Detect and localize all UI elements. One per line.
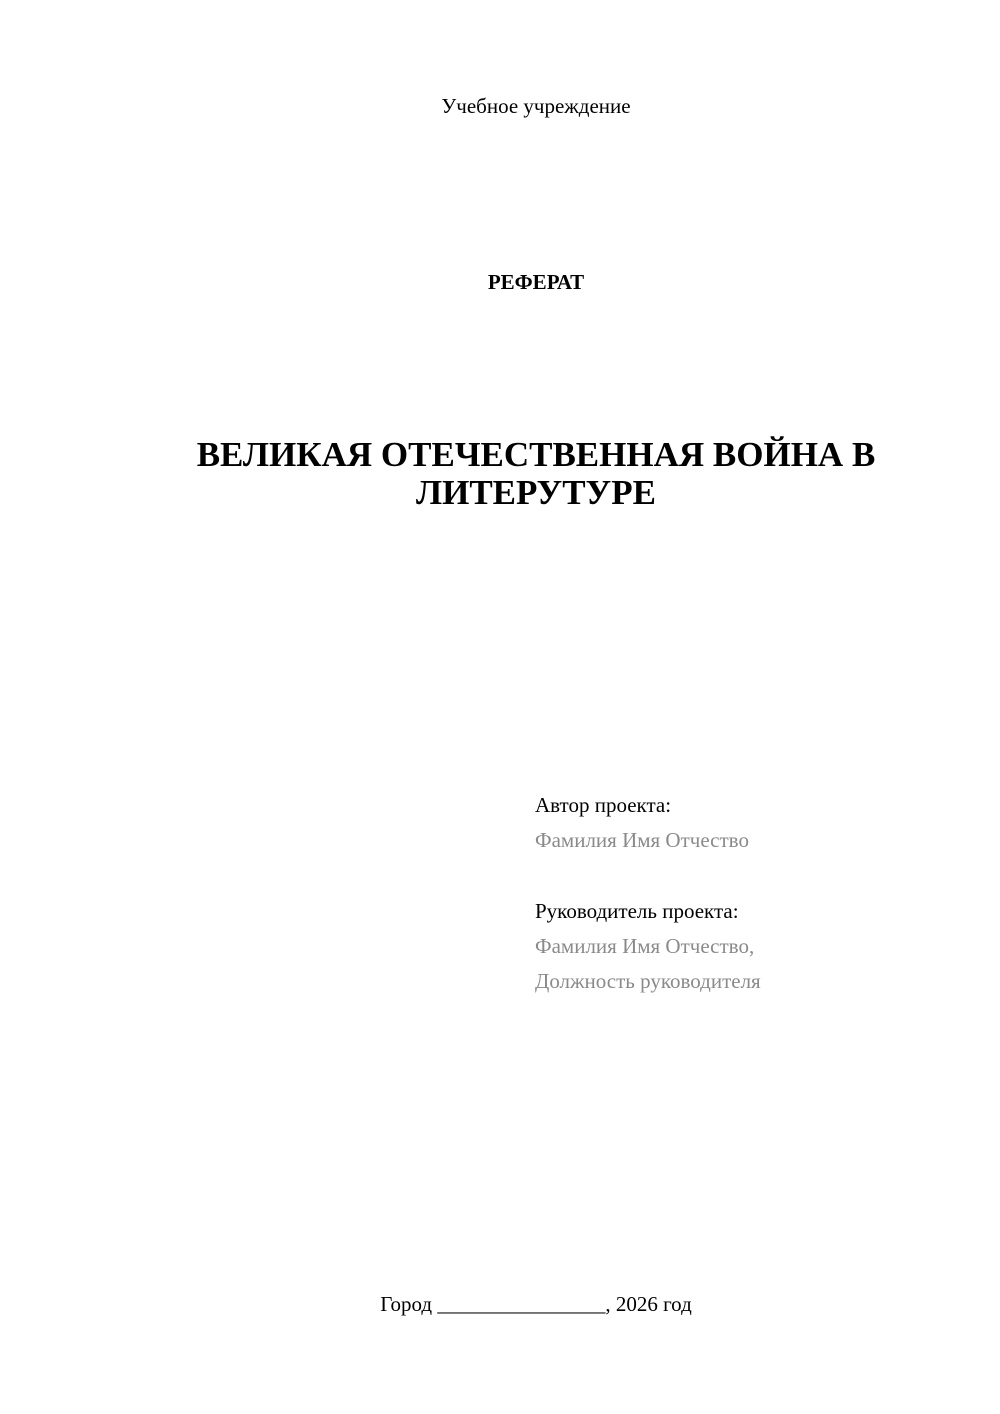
- author-label: Автор проекта:: [535, 793, 672, 817]
- document-title: [150, 436, 922, 512]
- city-year-footer: Город ________________, 2026 год: [380, 1292, 692, 1316]
- document-title-line: ВЕЛИКАЯ ОТЕЧЕСТВЕННАЯ ВОЙНА В: [196, 435, 876, 474]
- supervisor-label: Руководитель проекта:: [535, 899, 739, 923]
- supervisor-name: Фамилия Имя Отчество,: [535, 934, 755, 958]
- author-name: Фамилия Имя Отчество: [535, 828, 749, 852]
- authors-block: [535, 788, 975, 999]
- institution-name: Учебное учреждение: [441, 94, 631, 118]
- document-title-line: ЛИТЕРУТУРЕ: [416, 473, 656, 512]
- supervisor-position: Должность руководителя: [535, 969, 761, 993]
- spacer: [535, 858, 975, 894]
- document-type: РЕФЕРАТ: [487, 270, 585, 294]
